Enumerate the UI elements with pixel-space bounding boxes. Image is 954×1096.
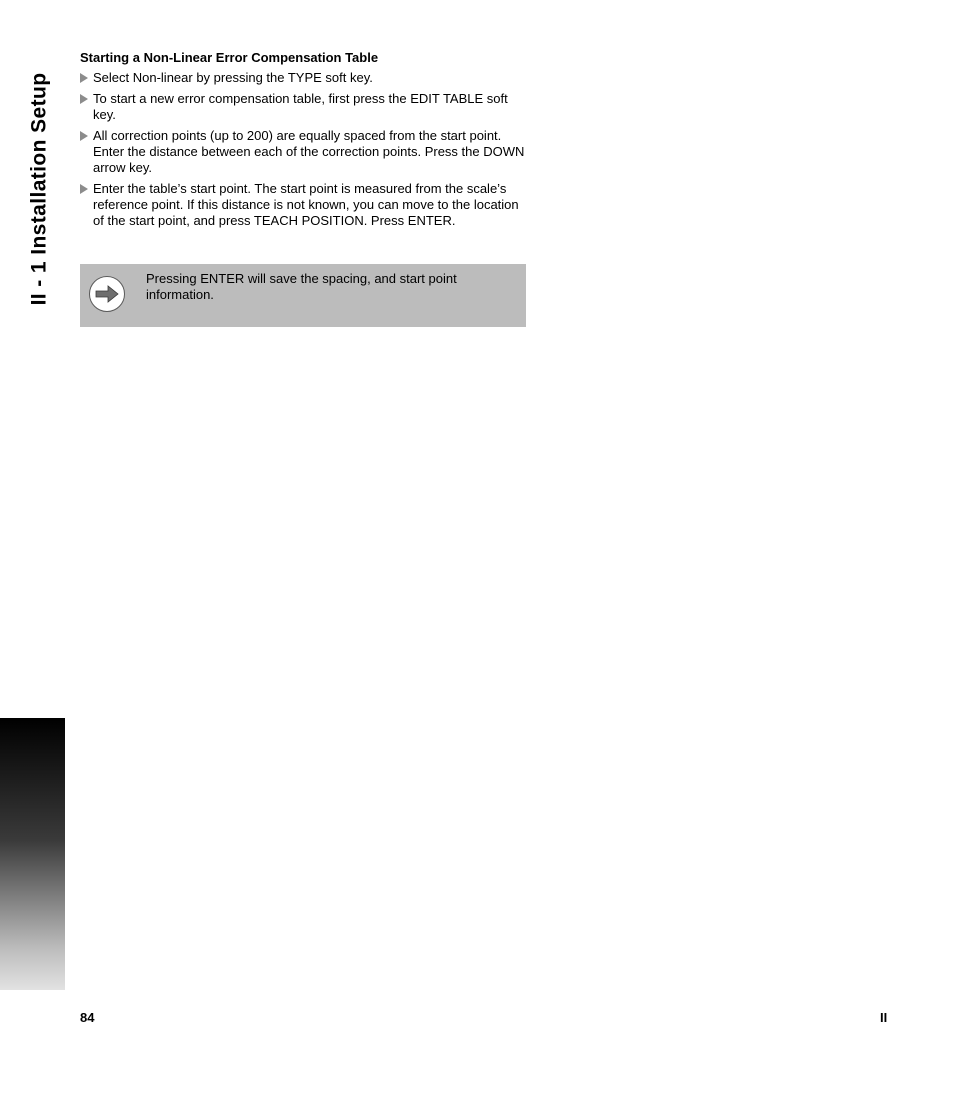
note-text: Pressing ENTER will save the spacing, and start point information.: [146, 271, 457, 302]
chapter-gradient-bar: [0, 718, 65, 990]
triangle-bullet-icon: [80, 184, 88, 194]
chapter-title: [22, 44, 56, 334]
step-text: To start a new error compensation table, first press the EDIT TABLE soft key.: [93, 91, 508, 122]
step-item: [80, 128, 526, 176]
section-marker: II: [880, 1010, 888, 1025]
step-item: [80, 181, 526, 229]
step-item: [80, 91, 526, 123]
right-arrow-glyph: [95, 285, 119, 303]
page-number: 84: [80, 1010, 95, 1025]
right-arrow-icon: [89, 276, 125, 312]
step-list: [80, 70, 526, 229]
triangle-bullet-icon: [80, 131, 88, 141]
step-text: Select Non-linear by pressing the TYPE soft key.: [93, 70, 373, 85]
step-text: All correction points (up to 200) are equally spaced from the start point. Enter the distance between each of the correction points. Press the DOWN arrow key.: [93, 128, 525, 175]
step-text: Enter the table’s start point. The start point is measured from the scale’s reference point. If this distance is not known, you can move to the location of the start point, and press TEACH POSITION. Press ENTER.: [93, 181, 519, 228]
chapter-title-text: II - 1 Installation Setup: [27, 72, 51, 306]
section-content: [80, 50, 526, 234]
section-heading: Starting a Non-Linear Error Compensation Table: [80, 50, 379, 65]
step-item: [80, 70, 526, 86]
triangle-bullet-icon: [80, 73, 88, 83]
triangle-bullet-icon: [80, 94, 88, 104]
note-box: [80, 264, 526, 327]
